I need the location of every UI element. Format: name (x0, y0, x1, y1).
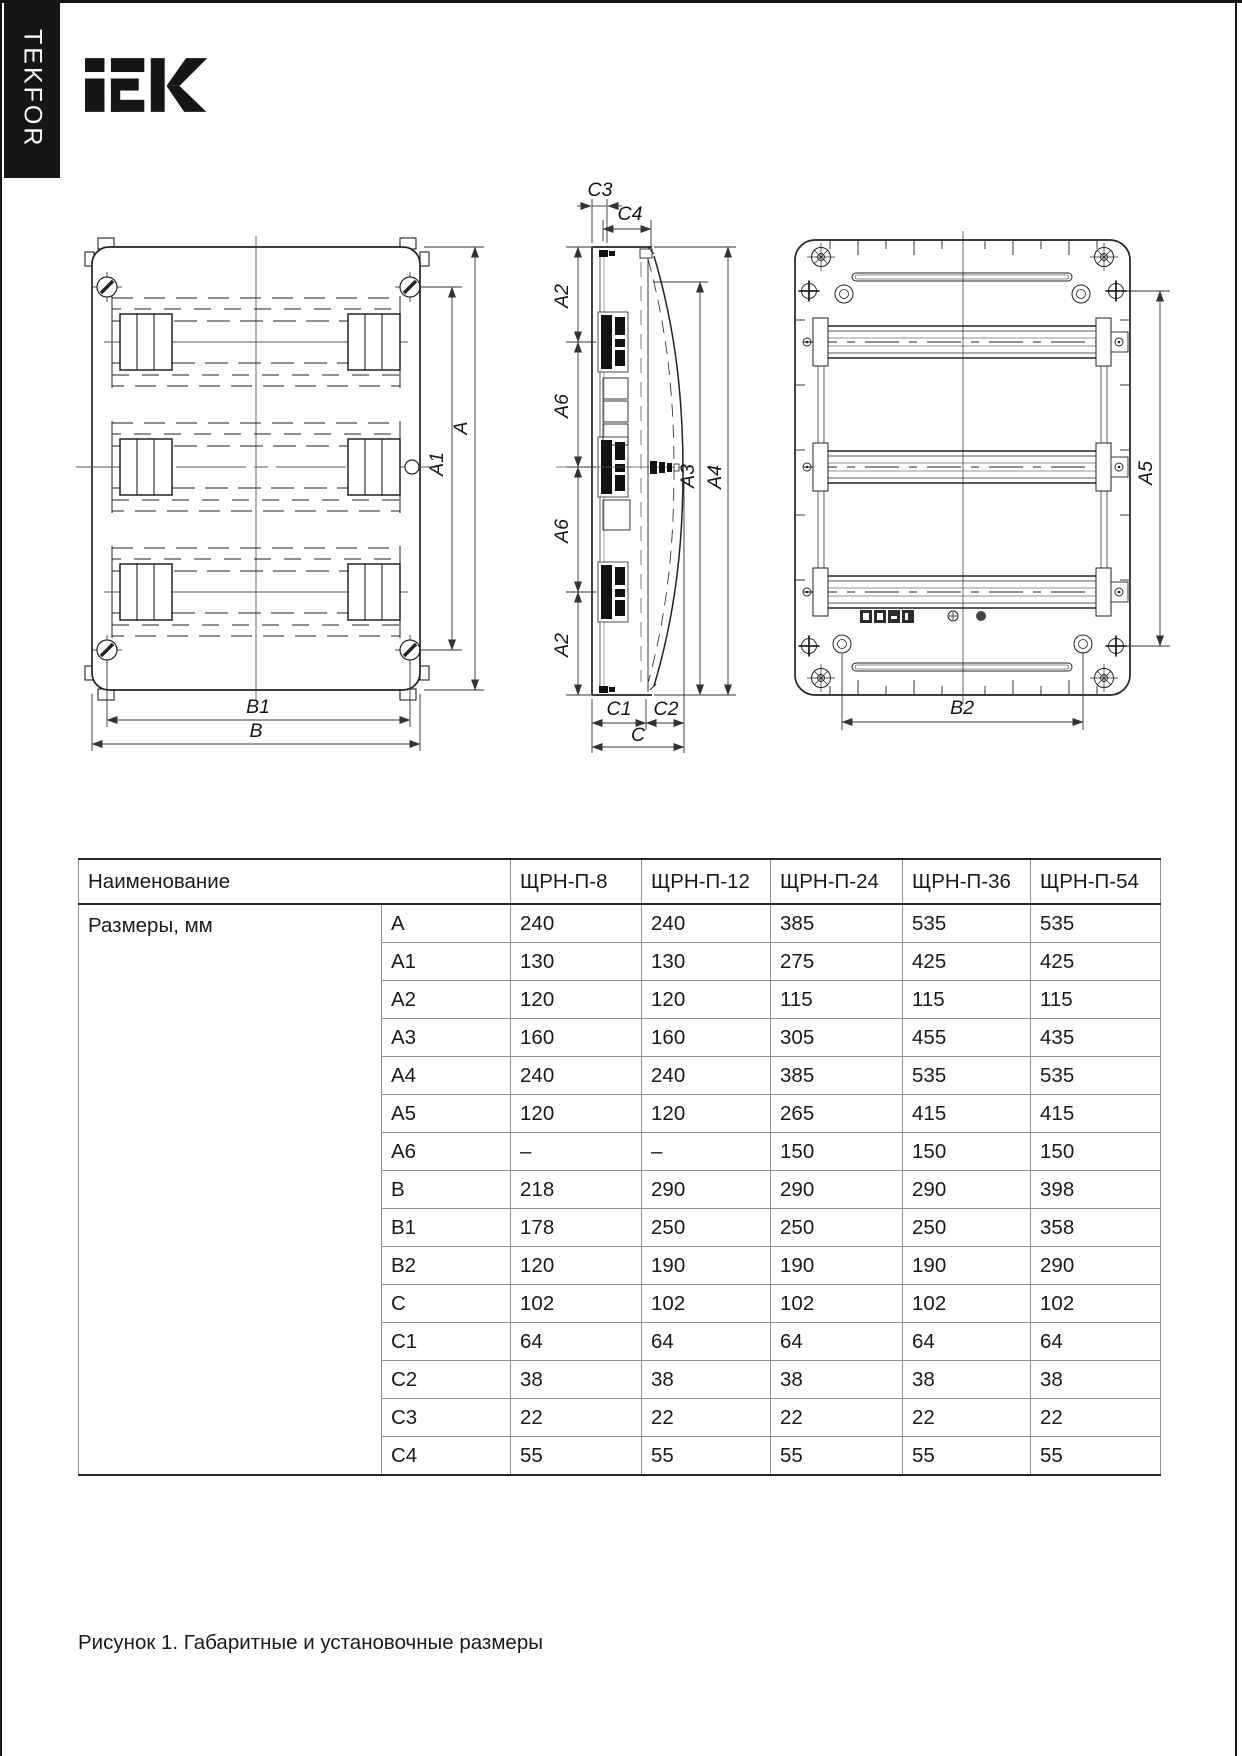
value-cell: 120 (511, 1247, 642, 1285)
param-cell: A3 (382, 1019, 511, 1057)
value-cell: 275 (771, 943, 903, 981)
value-cell: 102 (1031, 1285, 1161, 1323)
value-cell: 22 (771, 1399, 903, 1437)
dim-label-a2-top: A2 (551, 284, 573, 308)
value-cell: 115 (1031, 981, 1161, 1019)
fixing-screw (650, 461, 672, 474)
value-cell: 178 (511, 1209, 642, 1247)
dim-label-c: C (630, 724, 646, 746)
param-cell: C1 (382, 1323, 511, 1361)
value-cell: 55 (511, 1437, 642, 1476)
value-cell: 535 (903, 1057, 1031, 1095)
value-cell: 150 (903, 1133, 1031, 1171)
value-cell: 218 (511, 1171, 642, 1209)
value-cell: 240 (511, 904, 642, 943)
dim-label-a3: A3 (677, 464, 699, 488)
value-cell: 64 (903, 1323, 1031, 1361)
value-cell: 64 (1031, 1323, 1161, 1361)
group-label-cell: Размеры, мм (79, 904, 382, 1475)
param-cell: C (382, 1285, 511, 1323)
param-cell: A2 (382, 981, 511, 1019)
table-header-row (79, 859, 1161, 904)
value-cell: 38 (642, 1361, 771, 1399)
side-view-drawing (551, 179, 736, 753)
value-cell: 425 (1031, 943, 1161, 981)
value-cell: 190 (771, 1247, 903, 1285)
param-cell: B1 (382, 1209, 511, 1247)
header-model-2: ЩРН-П-12 (642, 859, 771, 904)
value-cell: 120 (642, 1095, 771, 1133)
value-cell: 22 (903, 1399, 1031, 1437)
value-cell: 38 (511, 1361, 642, 1399)
dim-label-b2: B2 (950, 697, 974, 719)
value-cell: 64 (771, 1323, 903, 1361)
value-cell: 160 (642, 1019, 771, 1057)
value-cell: 102 (642, 1285, 771, 1323)
dim-label-a4: A4 (704, 465, 726, 489)
tekfor-label: TEKFOR (18, 29, 47, 149)
value-cell: 455 (903, 1019, 1031, 1057)
value-cell: 290 (771, 1171, 903, 1209)
dim-label-b1: B1 (246, 696, 270, 718)
dim-label-a5: A5 (1135, 461, 1157, 485)
param-cell: A6 (382, 1133, 511, 1171)
header-model-5: ЩРН-П-54 (1031, 859, 1161, 904)
value-cell: 22 (1031, 1399, 1161, 1437)
value-cell: 250 (771, 1209, 903, 1247)
dim-label-c3: C3 (587, 179, 613, 201)
value-cell: 102 (511, 1285, 642, 1323)
technical-drawings (0, 0, 1242, 778)
value-cell: 398 (1031, 1171, 1161, 1209)
table-row (79, 904, 1161, 943)
back-view-drawing (795, 231, 1170, 730)
dim-label-a2-bottom: A2 (551, 633, 573, 657)
value-cell: 55 (642, 1437, 771, 1476)
value-cell: 55 (1031, 1437, 1161, 1476)
header-name: Наименование (79, 859, 511, 904)
value-cell: 64 (511, 1323, 642, 1361)
value-cell: 415 (903, 1095, 1031, 1133)
dim-label-a: A (450, 421, 472, 435)
value-cell: 290 (1031, 1247, 1161, 1285)
param-cell: A (382, 904, 511, 943)
value-cell: 55 (771, 1437, 903, 1476)
value-cell: 240 (642, 904, 771, 943)
value-cell: 265 (771, 1095, 903, 1133)
dim-label-c1: C1 (606, 698, 632, 720)
dim-label-a6-lower: A6 (551, 519, 573, 543)
value-cell: 115 (771, 981, 903, 1019)
value-cell: 120 (511, 1095, 642, 1133)
value-cell: 22 (511, 1399, 642, 1437)
value-cell: 120 (642, 981, 771, 1019)
dimensions-table (78, 858, 1161, 1476)
param-cell: B2 (382, 1247, 511, 1285)
value-cell: 535 (903, 904, 1031, 943)
value-cell: 115 (903, 981, 1031, 1019)
value-cell: 250 (642, 1209, 771, 1247)
value-cell: 38 (1031, 1361, 1161, 1399)
value-cell: 190 (642, 1247, 771, 1285)
value-cell: 240 (511, 1057, 642, 1095)
value-cell: 305 (771, 1019, 903, 1057)
value-cell: 22 (642, 1399, 771, 1437)
value-cell: 120 (511, 981, 642, 1019)
param-cell: B (382, 1171, 511, 1209)
figure-caption: Рисунок 1. Габаритные и установочные размеры (78, 1631, 543, 1654)
value-cell: 240 (642, 1057, 771, 1095)
front-view-drawing (76, 236, 484, 751)
value-cell: 358 (1031, 1209, 1161, 1247)
value-cell: 150 (771, 1133, 903, 1171)
value-cell: 190 (903, 1247, 1031, 1285)
value-cell: 435 (1031, 1019, 1161, 1057)
value-cell: 415 (1031, 1095, 1161, 1133)
param-cell: A1 (382, 943, 511, 981)
value-cell: 385 (771, 1057, 903, 1095)
dim-label-b: B (249, 720, 263, 742)
value-cell: 150 (1031, 1133, 1161, 1171)
value-cell: 250 (903, 1209, 1031, 1247)
dim-label-a1: A1 (426, 452, 448, 476)
value-cell: 38 (771, 1361, 903, 1399)
dimensions-table-wrap (78, 858, 1161, 1476)
value-cell: 55 (903, 1437, 1031, 1476)
param-cell: A5 (382, 1095, 511, 1133)
header-model-3: ЩРН-П-24 (771, 859, 903, 904)
value-cell: 102 (771, 1285, 903, 1323)
value-cell: 64 (642, 1323, 771, 1361)
value-cell: – (642, 1133, 771, 1171)
param-cell: A4 (382, 1057, 511, 1095)
value-cell: 385 (771, 904, 903, 943)
header-model-4: ЩРН-П-36 (903, 859, 1031, 904)
param-cell: C3 (382, 1399, 511, 1437)
param-cell: C4 (382, 1437, 511, 1476)
param-cell: C2 (382, 1361, 511, 1399)
value-cell: 290 (642, 1171, 771, 1209)
value-cell: 290 (903, 1171, 1031, 1209)
value-cell: – (511, 1133, 642, 1171)
value-cell: 102 (903, 1285, 1031, 1323)
value-cell: 160 (511, 1019, 642, 1057)
dim-label-a6-upper: A6 (551, 394, 573, 418)
value-cell: 130 (511, 943, 642, 981)
value-cell: 535 (1031, 1057, 1161, 1095)
dim-label-c2: C2 (653, 698, 679, 720)
value-cell: 425 (903, 943, 1031, 981)
header-model-1: ЩРН-П-8 (511, 859, 642, 904)
value-cell: 130 (642, 943, 771, 981)
dim-label-c4: C4 (617, 203, 643, 225)
value-cell: 535 (1031, 904, 1161, 943)
value-cell: 38 (903, 1361, 1031, 1399)
side-screw (405, 460, 419, 474)
